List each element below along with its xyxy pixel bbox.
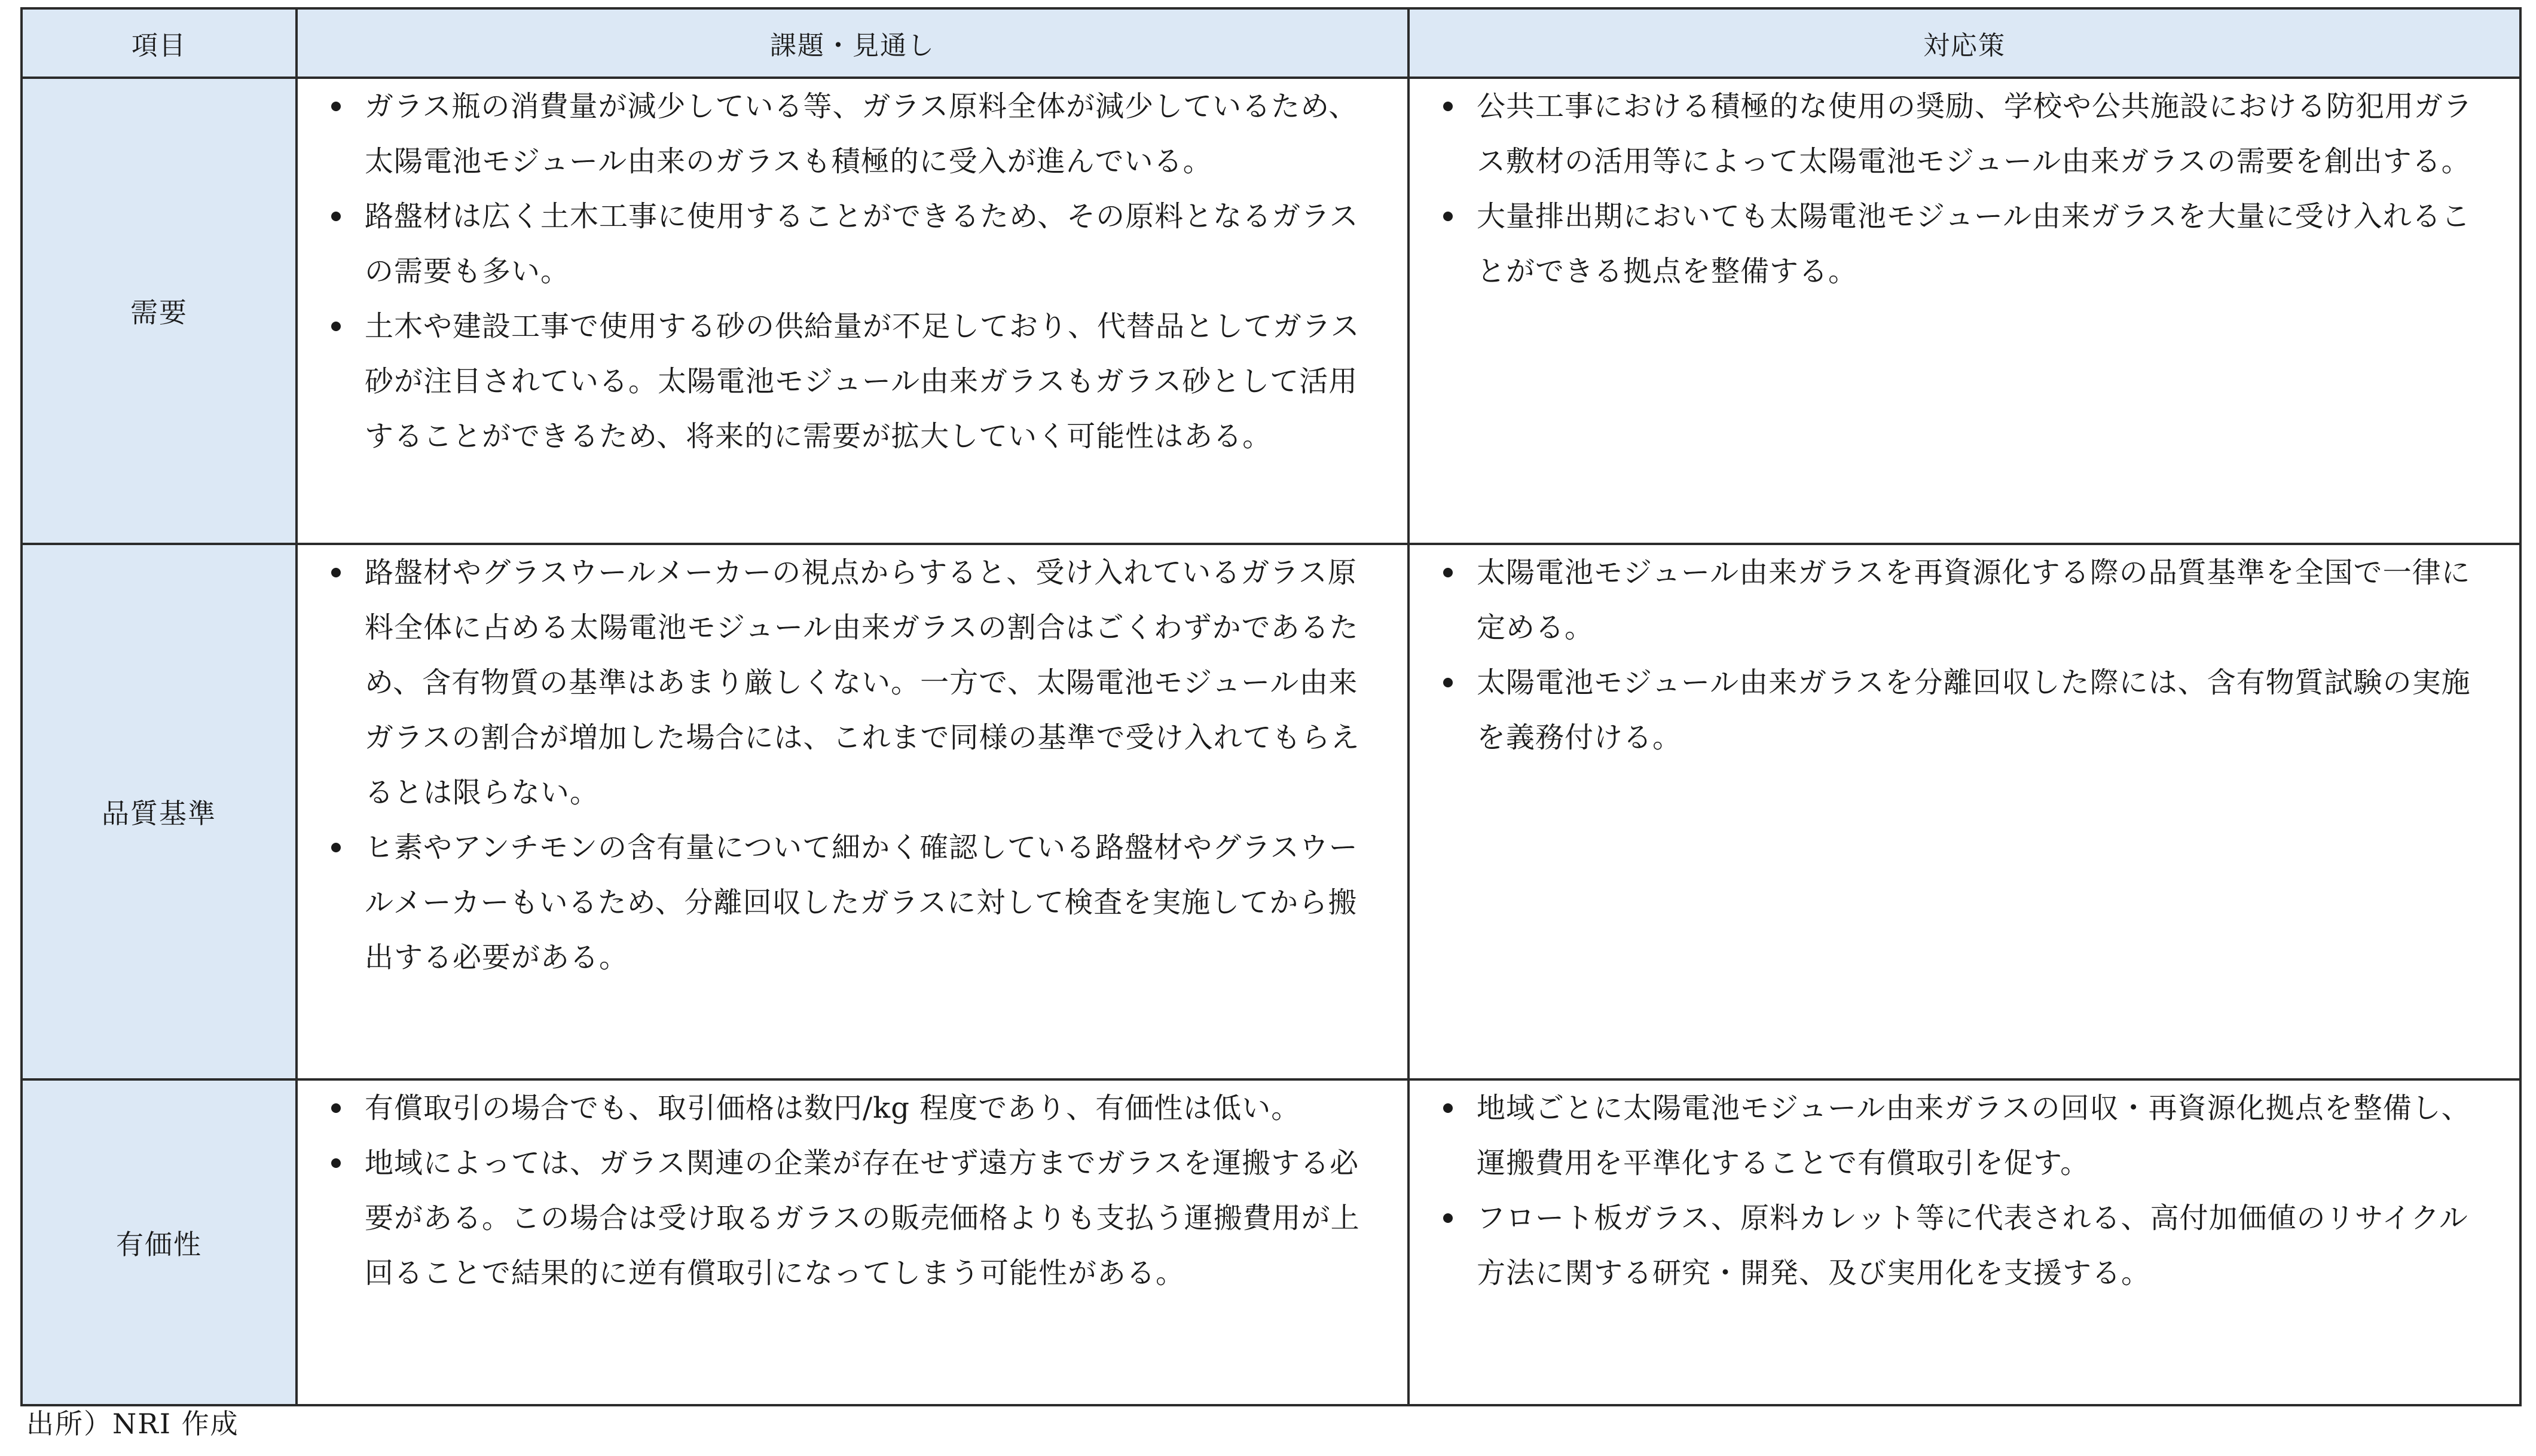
list-item (1410, 1081, 2519, 1191)
table-row-quality-standard (22, 544, 2520, 1079)
bullet-icon (1443, 1213, 1453, 1223)
header-item: 項目 (22, 8, 297, 78)
issues-cell-quality-standard (297, 544, 1408, 1079)
measure-text: 地域ごとに太陽電池モジュール由来ガラスの回収・再資源化拠点を整備し、運搬費用を平準化することで有償取引を促す。 (1477, 1091, 2471, 1180)
bullet-icon (331, 212, 341, 221)
measures-list-quality-standard (1410, 545, 2519, 765)
list-item (298, 1136, 1407, 1301)
bullet-icon (331, 568, 341, 577)
list-item (298, 299, 1407, 464)
source-note: 出所）NRI 作成 (26, 1408, 239, 1440)
list-item (298, 189, 1407, 299)
bullet-icon (331, 322, 341, 331)
row-label-value: 有価性 (22, 1079, 297, 1405)
issue-text: 有償取引の場合でも、取引価格は数円/kg 程度であり、有価性は低い。 (365, 1091, 1301, 1125)
bullet-icon (331, 1103, 341, 1113)
measure-text: フロート板ガラス、原料カレット等に代表される、高付加価値のリサイクル方法に関する研究・開発、及び実用化を支援する。 (1477, 1201, 2468, 1290)
bullet-icon (1443, 678, 1453, 687)
measures-cell-demand (1408, 78, 2520, 544)
measures-list-value (1410, 1081, 2519, 1301)
table-row-value (22, 1079, 2520, 1405)
issues-list-value (298, 1081, 1407, 1301)
issues-list-demand (298, 79, 1407, 464)
header-issues-outlook: 課題・見通し (297, 8, 1408, 78)
header-countermeasures: 対応策 (1408, 8, 2520, 78)
measure-text: 公共工事における積極的な使用の奨励、学校や公共施設における防犯用ガラス敷材の活用等によって太陽電池モジュール由来ガラスの需要を創出する。 (1477, 90, 2473, 178)
measure-text: 太陽電池モジュール由来ガラスを分離回収した際には、含有物質試験の実施を義務付ける。 (1477, 666, 2471, 754)
issue-text: ガラス瓶の消費量が減少している等、ガラス原料全体が減少しているため、太陽電池モジュール由来のガラスも積極的に受入が進んでいる。 (365, 90, 1358, 178)
measures-cell-quality-standard (1408, 544, 2520, 1079)
measures-cell-value (1408, 1079, 2520, 1405)
bullet-icon (1443, 212, 1453, 221)
measures-table (20, 7, 2522, 1406)
bullet-icon (331, 102, 341, 111)
issue-text: 土木や建設工事で使用する砂の供給量が不足しており、代替品としてガラス砂が注目されている。太陽電池モジュール由来ガラスもガラス砂として活用することができるため、将来的に需要が拡大していく可能性はある。 (365, 310, 1360, 453)
list-item (1410, 1191, 2519, 1301)
row-label-demand: 需要 (22, 78, 297, 544)
issue-text: 路盤材やグラスウールメーカーの視点からすると、受け入れているガラス原料全体に占める太陽電池モジュール由来ガラスの割合はごくわずかであるため、含有物質の基準はあまり厳しくない。一方で、太陽電池モジュール由来ガラスの割合が増加した場合には、これまで同様の基準で受け入れてもらえるとは限らない。 (365, 556, 1360, 809)
issues-cell-demand (297, 78, 1408, 544)
list-item (298, 545, 1407, 820)
list-item (298, 820, 1407, 985)
bullet-icon (1443, 568, 1453, 577)
list-item (1410, 79, 2519, 189)
measure-text: 大量排出期においても太陽電池モジュール由来ガラスを大量に受け入れることができる拠点を整備する。 (1477, 200, 2471, 288)
table-row-demand (22, 78, 2520, 544)
row-label-quality-standard: 品質基準 (22, 544, 297, 1079)
bullet-icon (331, 843, 341, 852)
bullet-icon (1443, 1103, 1453, 1113)
issue-text: 路盤材は広く土木工事に使用することができるため、その原料となるガラスの需要も多い。 (365, 200, 1359, 288)
issues-list-quality-standard (298, 545, 1407, 985)
list-item (1410, 545, 2519, 655)
issue-text: ヒ素やアンチモンの含有量について細かく確認している路盤材やグラスウールメーカーもいるため、分離回収したガラスに対して検査を実施してから搬出する必要がある。 (365, 831, 1358, 974)
list-item (1410, 655, 2519, 765)
bullet-icon (331, 1158, 341, 1168)
list-item (298, 1081, 1407, 1136)
measures-list-demand (1410, 79, 2519, 299)
issues-cell-value (297, 1079, 1408, 1405)
issue-text: 地域によっては、ガラス関連の企業が存在せず遠方までガラスを運搬する必要がある。この場合は受け取るガラスの販売価格よりも支払う運搬費用が上回ることで結果的に逆有償取引になってしまう可能性がある。 (365, 1146, 1360, 1290)
measure-text: 太陽電池モジュール由来ガラスを再資源化する際の品質基準を全国で一律に定める。 (1477, 556, 2471, 644)
list-item (298, 79, 1407, 189)
bullet-icon (1443, 102, 1453, 111)
table-header-row (22, 8, 2520, 78)
list-item (1410, 189, 2519, 299)
